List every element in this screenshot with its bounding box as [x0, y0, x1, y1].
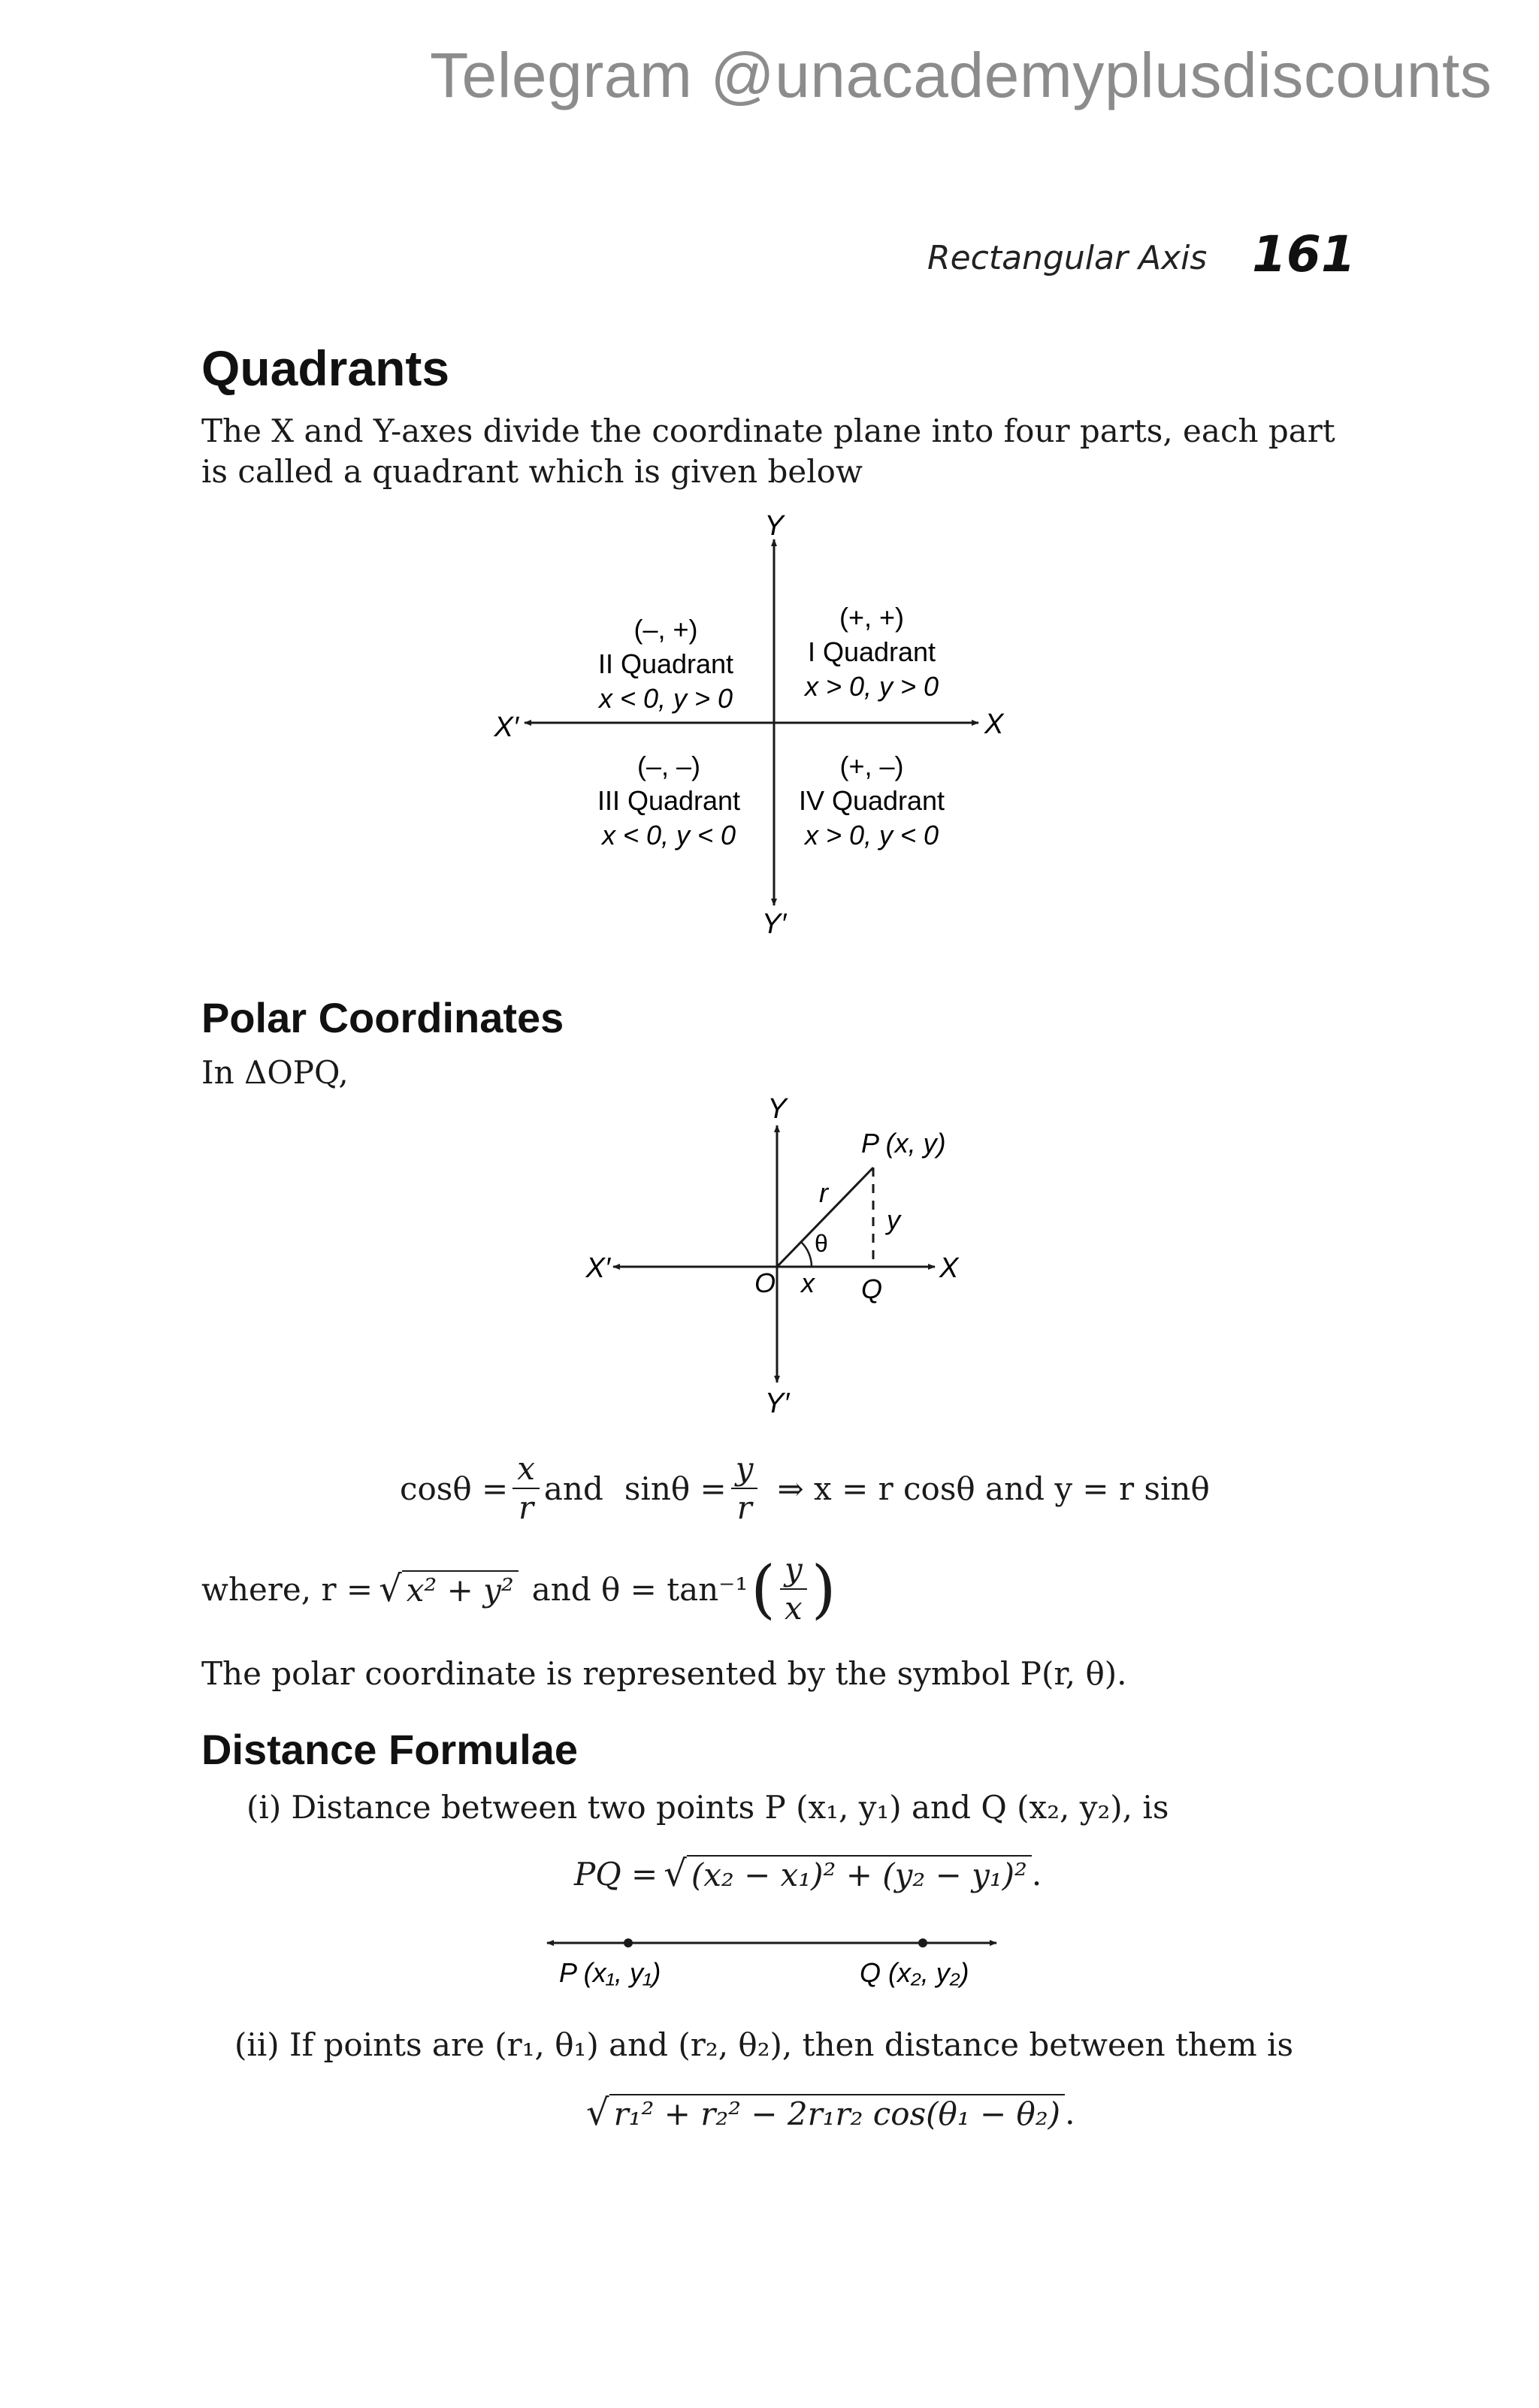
- label-x: x: [801, 1267, 815, 1298]
- q3-name: III Quadrant: [597, 785, 741, 816]
- point-q-dot: [918, 1938, 927, 1947]
- watermark: Telegram @unacademyplusdiscounts: [430, 40, 1492, 110]
- polar-x-label: X: [939, 1252, 959, 1284]
- item1-radicand: (x₂ − x₁)² + (y₂ − y₁)²: [687, 1855, 1032, 1893]
- item1-lhs: PQ =: [574, 1855, 658, 1893]
- sqrt-symbol-2: √: [664, 1853, 687, 1895]
- q1-sign: (+, +): [839, 602, 905, 633]
- where-radicand: x² + y²: [402, 1570, 519, 1609]
- quadrants-heading: Quadrants: [201, 340, 450, 396]
- q4-name: IV Quadrant: [798, 785, 945, 816]
- frac2-y-numerator: y: [780, 1551, 807, 1590]
- item2-radicand: r₁² + r₂² − 2r₁r₂ cos(θ₁ − θ₂): [609, 2094, 1065, 2132]
- q2-sign: (–, +): [633, 614, 698, 645]
- page-number: 161: [1252, 225, 1356, 283]
- where-and: and θ = tan⁻¹: [531, 1570, 748, 1608]
- label-y: y: [887, 1204, 900, 1235]
- fraction-y-over-r: [731, 1450, 758, 1527]
- where-prefix: where, r =: [201, 1570, 373, 1608]
- quadrant-y-label: Y: [764, 510, 784, 542]
- q1-condition: x > 0, y > 0: [804, 671, 939, 702]
- q1-name: I Quadrant: [807, 636, 936, 667]
- eq-sin-lhs: sinθ =: [624, 1470, 727, 1507]
- polar-x-neg-label: X′: [585, 1252, 610, 1284]
- q2-name: II Quadrant: [597, 648, 734, 679]
- frac-y-numerator: y: [731, 1450, 758, 1489]
- eq-and: and: [543, 1470, 603, 1507]
- left-paren: (: [751, 1552, 776, 1626]
- frac-r-denominator: r: [519, 1489, 534, 1526]
- quadrant-y-neg-label: Y′: [761, 908, 787, 940]
- distance-item2-text: (ii) If points are (r₁, θ₁) and (r₂, θ₂), then distance between them is: [234, 2026, 1294, 2063]
- where-line: [201, 1551, 836, 1627]
- eq-implies: ⇒ x = r cosθ and y = r sinθ: [777, 1470, 1210, 1507]
- polar-y-label: Y: [767, 1093, 787, 1125]
- frac-x-numerator: x: [512, 1450, 540, 1489]
- running-title: Rectangular Axis: [927, 239, 1208, 277]
- frac-r-denominator-2: r: [736, 1489, 752, 1526]
- polar-symbol-line: The polar coordinate is represented by the symbol P(r, θ).: [201, 1655, 1127, 1692]
- q2-condition: x < 0, y > 0: [598, 683, 733, 714]
- distance-item1-text: (i) Distance between two points P (x₁, y₁) and Q (x₂, y₂), is: [246, 1789, 1169, 1826]
- point-p-label: P (x, y): [861, 1128, 946, 1159]
- item2-end: .: [1065, 2094, 1075, 2132]
- point-q-label: Q: [861, 1273, 883, 1304]
- polar-intro: In ΔOPQ,: [201, 1054, 349, 1091]
- distance-formula-2: [586, 2092, 1075, 2134]
- fraction-y-over-x: [780, 1551, 807, 1627]
- sqrt-symbol: √: [379, 1568, 402, 1610]
- quadrant-x-neg-label: X′: [494, 712, 519, 743]
- distance-q-label: Q (x₂, y₂): [860, 1957, 969, 1988]
- right-paren: ): [811, 1552, 836, 1626]
- label-theta: θ: [815, 1230, 828, 1257]
- frac2-x-denominator: x: [784, 1590, 803, 1627]
- eq-cos-lhs: cosθ =: [400, 1470, 509, 1507]
- distance-line-diagram: [547, 1938, 996, 1988]
- sqrt-symbol-3: √: [586, 2092, 609, 2134]
- q4-condition: x > 0, y < 0: [804, 820, 939, 851]
- quadrants-intro-line1: The X and Y-axes divide the coordinate plane into four parts, each part: [201, 412, 1335, 449]
- distance-p-label: P (x₁, y₁): [559, 1957, 661, 1988]
- quadrant-x-label: X: [984, 709, 1004, 740]
- q3-condition: x < 0, y < 0: [601, 820, 736, 851]
- distance-heading: Distance Formulae: [201, 1726, 579, 1773]
- polar-diagram: [585, 1093, 960, 1419]
- fraction-x-over-r: [512, 1450, 540, 1527]
- origin-label: O: [754, 1267, 776, 1298]
- point-p-dot: [624, 1938, 633, 1947]
- q3-sign: (–, –): [636, 751, 701, 781]
- distance-formula-1: [574, 1853, 1042, 1895]
- polar-equation-line: [400, 1450, 1210, 1527]
- quadrants-intro-line2: is called a quadrant which is given below: [201, 453, 863, 490]
- theta-arc: [801, 1242, 812, 1267]
- polar-y-neg-label: Y′: [764, 1388, 790, 1419]
- q4-sign: (+, –): [839, 751, 904, 781]
- label-r: r: [819, 1177, 828, 1208]
- polar-heading: Polar Coordinates: [201, 994, 564, 1041]
- item1-end: .: [1031, 1855, 1042, 1893]
